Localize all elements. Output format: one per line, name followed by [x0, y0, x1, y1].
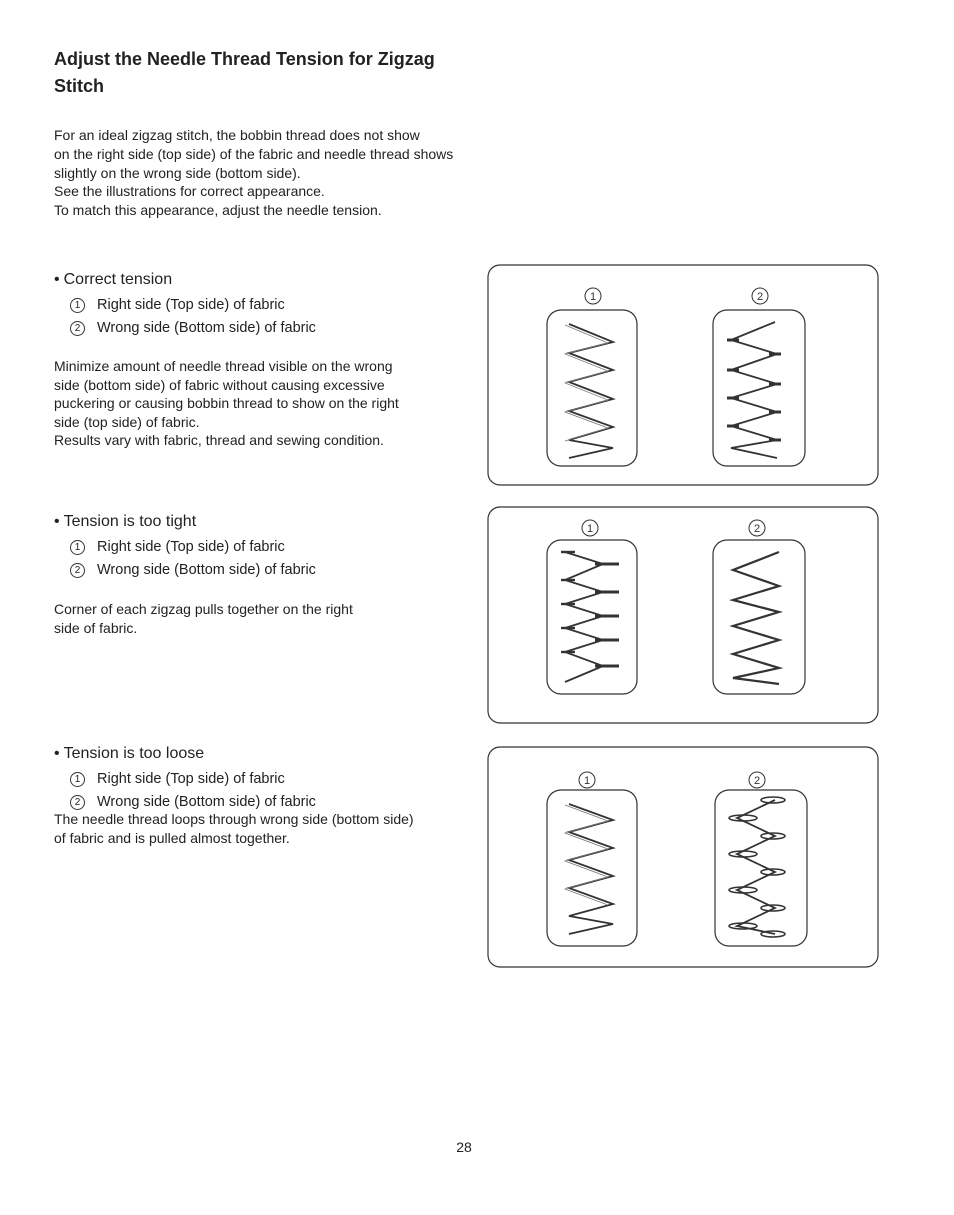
page-number: 28 — [456, 1139, 472, 1155]
circled-number-1: 1 — [70, 540, 85, 555]
zigzag-stitch-illustration-icon — [487, 506, 879, 724]
section-description — [54, 357, 484, 450]
section-too-loose — [54, 744, 484, 847]
panel-label-1: 1 — [583, 775, 591, 787]
panel-label-2: 2 — [756, 291, 764, 303]
section-heading — [54, 512, 484, 532]
circled-number-2: 2 — [70, 795, 85, 810]
description-line: Minimize amount of needle thread visible on the wrong — [54, 358, 393, 374]
intro-line: To match this appearance, adjust the needle tension. — [54, 202, 382, 219]
legend-item — [54, 294, 484, 317]
bullet-icon: • — [54, 513, 60, 530]
bullet-icon: • — [54, 745, 60, 762]
description-line: puckering or causing bobbin thread to show on the right — [54, 395, 399, 412]
description-line: of fabric and is pulled almost together. — [54, 829, 290, 846]
panel-label-2: 2 — [753, 775, 761, 787]
circled-number-2: 2 — [70, 321, 85, 336]
description-line: side (top side) of fabric. — [54, 413, 200, 430]
bullet-icon: • — [54, 271, 60, 288]
intro-line: on the right side (top side) of the fabric and needle thread shows — [54, 145, 454, 162]
page-title-line: Stitch — [54, 76, 105, 96]
legend-item — [54, 536, 484, 559]
section-description — [54, 600, 484, 637]
intro-line: See the illustrations for correct appearance. — [54, 183, 325, 200]
legend-text: Wrong side (Bottom side) of fabric — [97, 794, 316, 810]
section-too-tight — [54, 512, 484, 637]
section-heading-text: Tension is too tight — [63, 513, 197, 530]
zigzag-stitch-illustration-icon — [487, 264, 879, 486]
page-title — [54, 46, 474, 100]
description-line: The needle thread loops through wrong side (bottom side) — [54, 811, 414, 827]
legend-text: Right side (Top side) of fabric — [97, 297, 285, 313]
section-description — [54, 810, 484, 847]
page-title-line: Adjust the Needle Thread Tension for Zigzag — [54, 49, 435, 69]
description-line: side (bottom side) of fabric without causing excessive — [54, 376, 385, 393]
intro-line: slightly on the wrong side (bottom side). — [54, 164, 301, 181]
legend-item — [54, 768, 484, 791]
panel-label-1: 1 — [589, 291, 597, 303]
section-heading — [54, 744, 484, 764]
section-heading-text: Correct tension — [63, 271, 173, 288]
description-line: Results vary with fabric, thread and sewing condition. — [54, 432, 384, 449]
circled-number-1: 1 — [70, 298, 85, 313]
legend-item — [54, 559, 484, 582]
legend-text: Right side (Top side) of fabric — [97, 539, 285, 555]
panel-label-2: 2 — [753, 523, 761, 535]
section-heading — [54, 270, 484, 290]
circled-number-1: 1 — [70, 772, 85, 787]
illustration-panel-correct — [487, 264, 879, 486]
section-correct-tension — [54, 270, 484, 450]
description-line: Corner of each zigzag pulls together on the right — [54, 601, 353, 617]
section-heading-text: Tension is too loose — [63, 745, 205, 762]
illustration-panel-too-tight — [487, 506, 879, 724]
legend-text: Wrong side (Bottom side) of fabric — [97, 562, 316, 578]
legend-text: Wrong side (Bottom side) of fabric — [97, 320, 316, 336]
panel-label-1: 1 — [586, 523, 594, 535]
legend-item — [54, 317, 484, 340]
intro-line: For an ideal zigzag stitch, the bobbin thread does not show — [54, 127, 420, 143]
illustration-panel-too-loose — [487, 746, 879, 968]
zigzag-stitch-illustration-icon — [487, 746, 879, 968]
description-line: side of fabric. — [54, 619, 138, 636]
legend-text: Right side (Top side) of fabric — [97, 771, 285, 787]
circled-number-2: 2 — [70, 563, 85, 578]
intro-paragraph — [54, 126, 494, 220]
